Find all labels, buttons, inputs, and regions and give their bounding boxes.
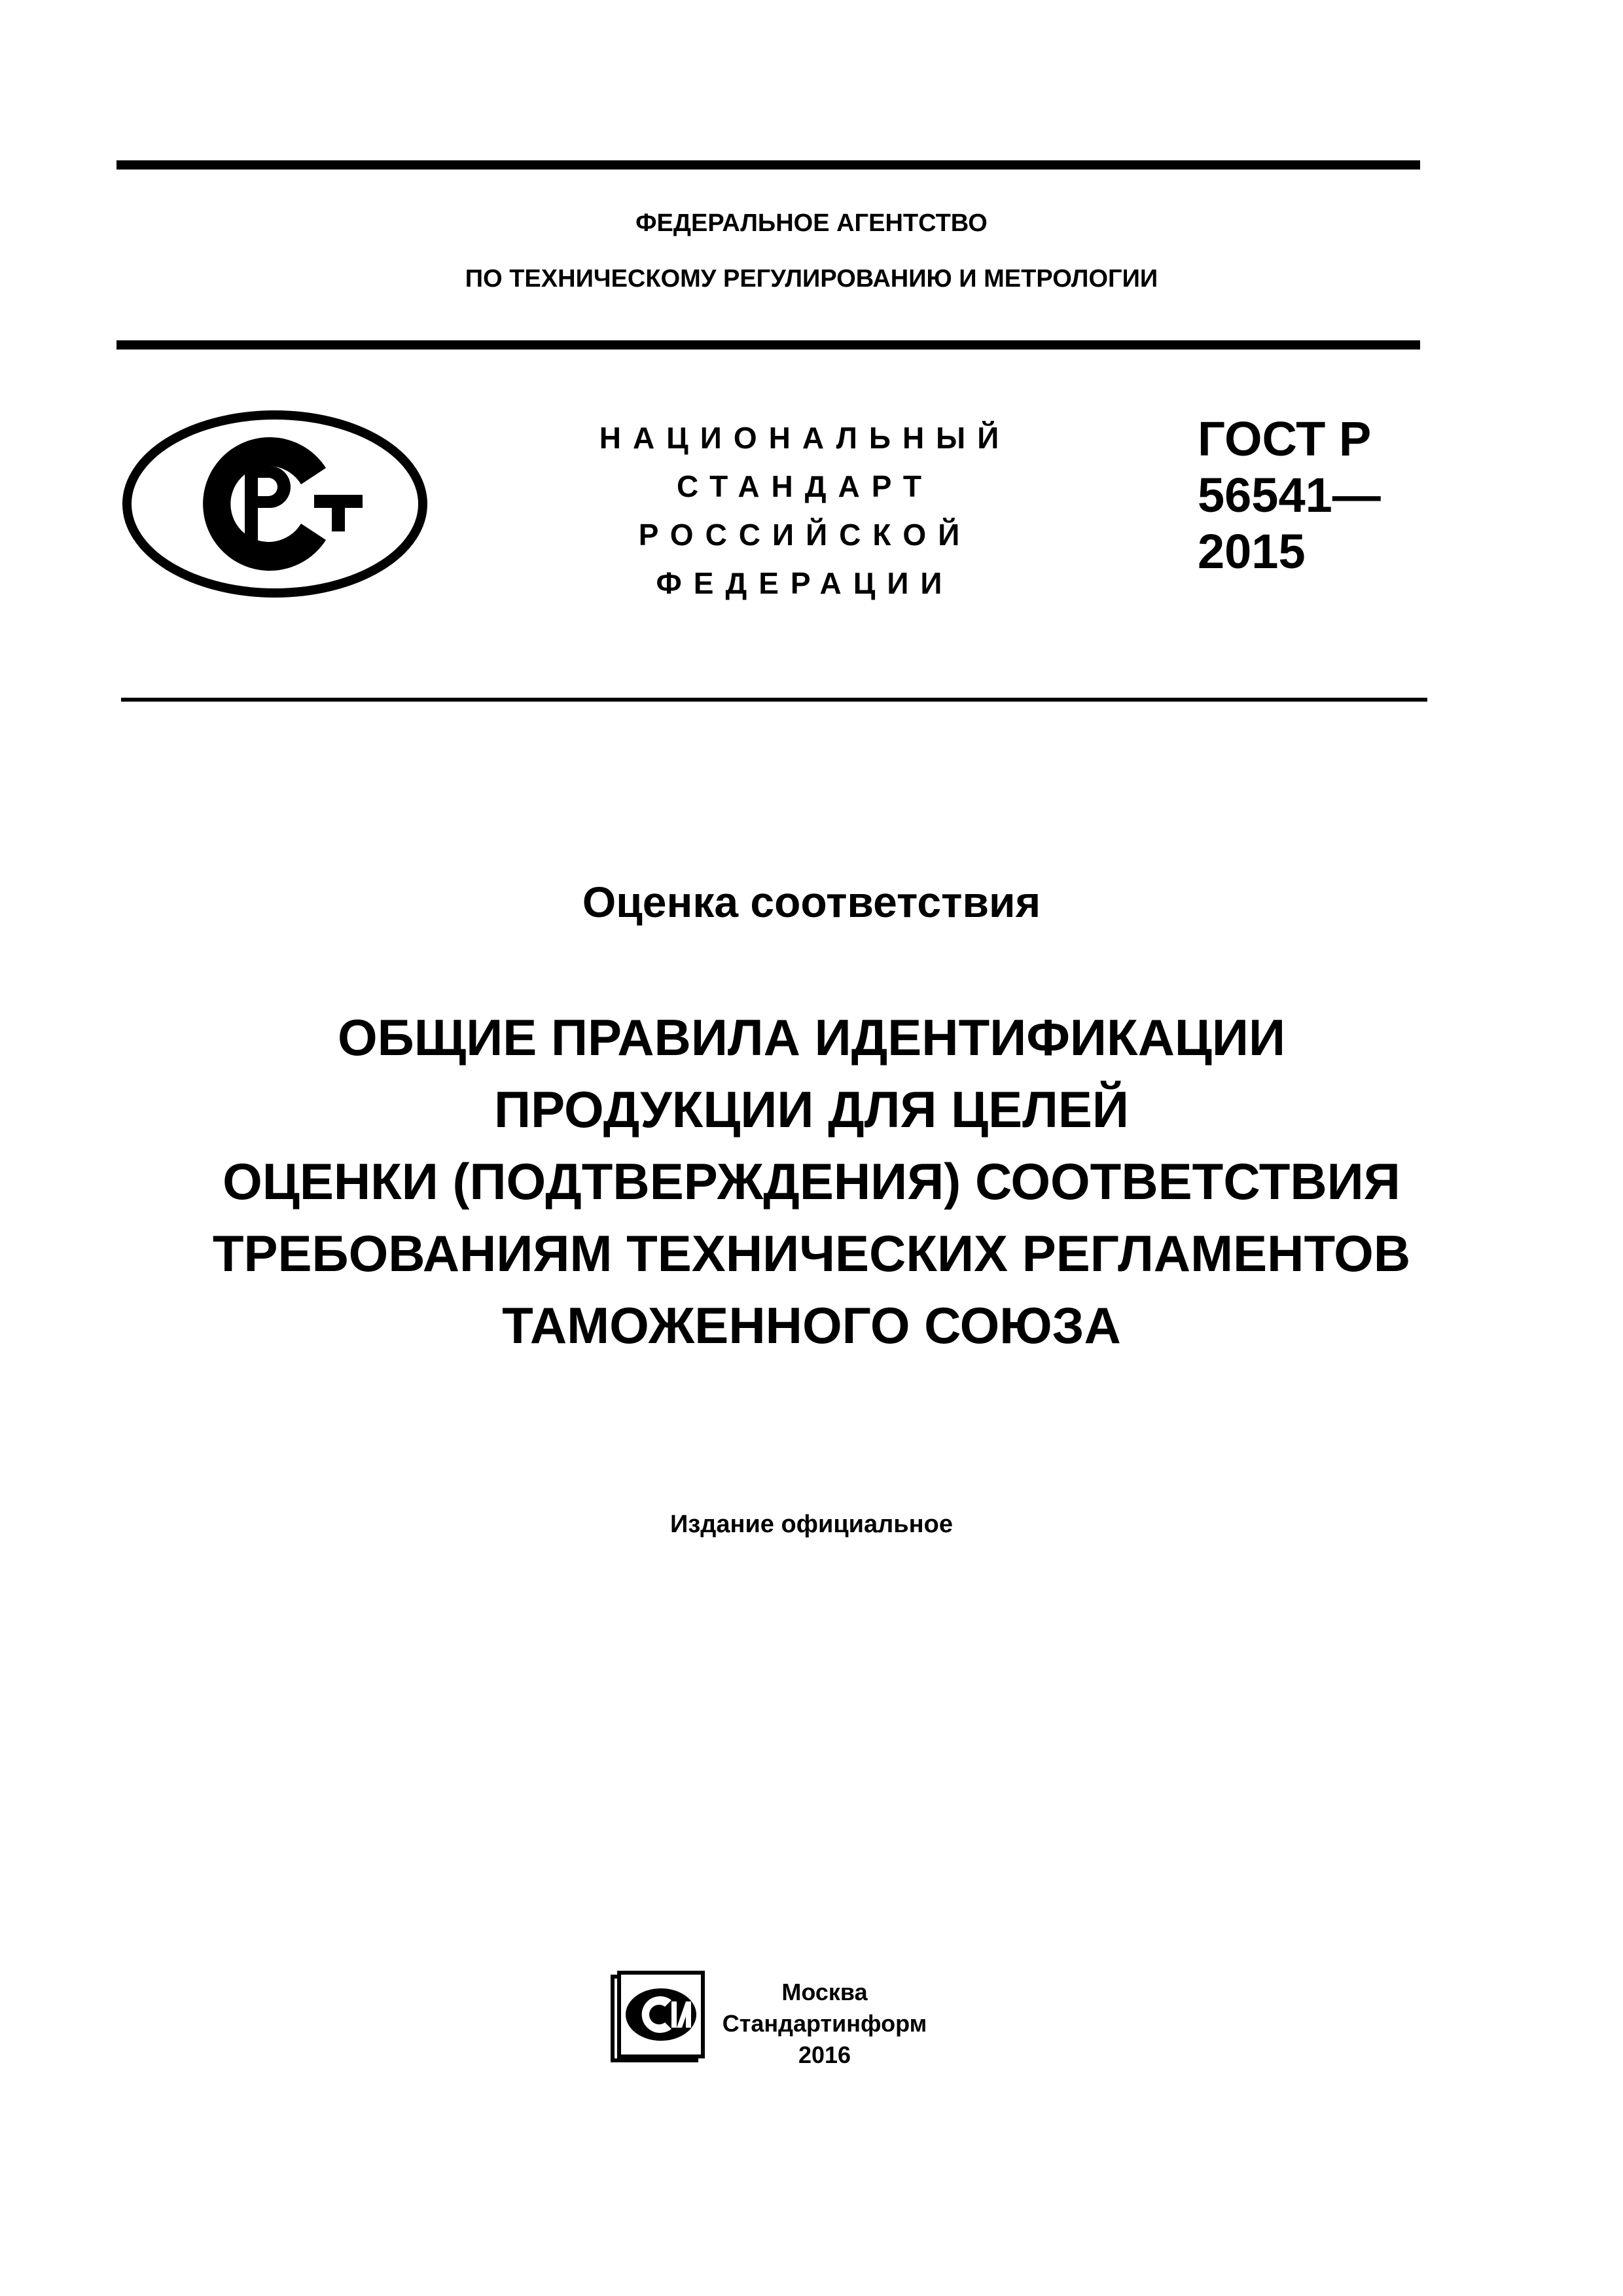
national-standard-label xyxy=(563,414,1047,607)
title-line: ОЦЕНКИ (ПОДТВЕРЖДЕНИЯ) СООТВЕТСТВИЯ xyxy=(223,1153,1400,1210)
national-line: РОССИЙСКОЙ xyxy=(638,518,972,552)
title-line: ТАМОЖЕННОГО СОЮЗА xyxy=(502,1297,1121,1354)
national-line: НАЦИОНАЛЬНЫЙ xyxy=(599,421,1011,455)
title-line: ОБЩИЕ ПРАВИЛА ИДЕНТИФИКАЦИИ xyxy=(337,1009,1286,1066)
subject-title: Оценка соответствия xyxy=(582,878,1041,926)
publisher-info xyxy=(720,1977,929,2071)
publisher-name: Стандартинформ xyxy=(722,2010,927,2037)
national-line: СТАНДАРТ xyxy=(677,469,933,503)
header-bottom-rule xyxy=(116,340,1420,350)
standard-designation xyxy=(1198,411,1381,580)
agency-name-line-1: ФЕДЕРАЛЬНОЕ АГЕНТСТВО xyxy=(635,209,988,237)
standard-block-rule xyxy=(121,698,1427,702)
rst-logo-icon xyxy=(118,406,432,602)
top-rule xyxy=(116,160,1420,170)
title-line: ПРОДУКЦИИ ДЛЯ ЦЕЛЕЙ xyxy=(494,1081,1129,1138)
document-title xyxy=(0,1001,1623,1361)
national-line: ФЕДЕРАЦИИ xyxy=(656,566,954,600)
designation-line: 56541— xyxy=(1198,468,1381,522)
edition-label: Издание официальное xyxy=(670,1511,953,1538)
agency-name-line-2: ПО ТЕХНИЧЕСКОМУ РЕГУЛИРОВАНИЮ И МЕТРОЛОГИИ xyxy=(465,265,1158,293)
standartinform-logo-icon xyxy=(609,1970,707,2068)
title-line: ТРЕБОВАНИЯМ ТЕХНИЧЕСКИХ РЕГЛАМЕНТОВ xyxy=(212,1225,1411,1282)
publisher-year: 2016 xyxy=(798,2041,851,2068)
designation-line: ГОСТ Р xyxy=(1198,412,1372,466)
designation-line: 2015 xyxy=(1198,524,1306,579)
publisher-city: Москва xyxy=(781,1979,868,2005)
